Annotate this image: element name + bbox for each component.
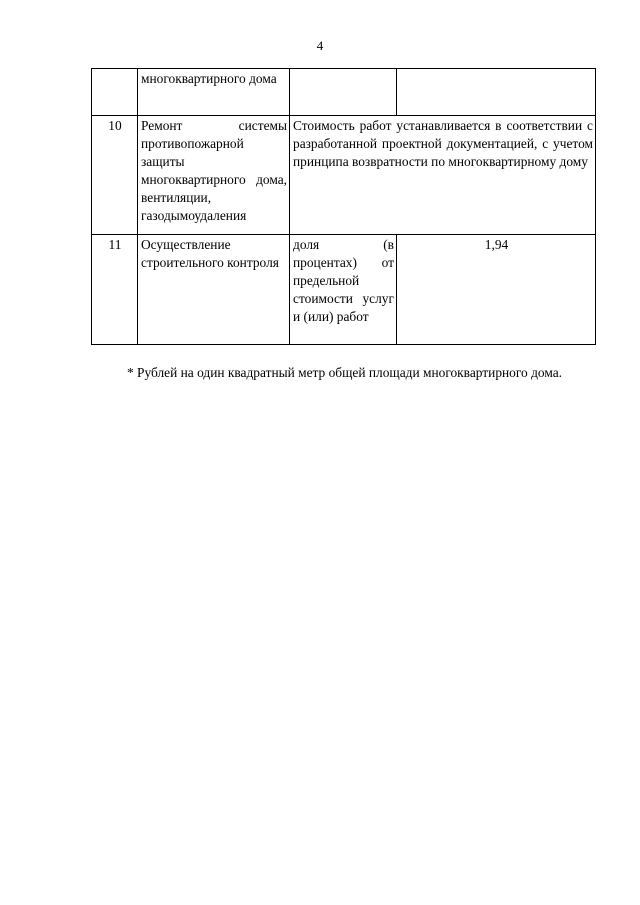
tariff-table xyxy=(91,68,596,345)
page-number: 4 xyxy=(316,38,324,53)
unit-cell: доля (в процентах) от предельной стоимости услуг и (или) работ xyxy=(290,235,397,345)
service-name-cell: Ремонт системы противопожарной защиты многоквартирного дома, вентиляции, газодымоудаления xyxy=(138,116,290,235)
row-number-cell: 10 xyxy=(92,116,138,235)
row-number-cell xyxy=(92,69,138,116)
footnote: * Рублей на один квадратный метр общей площади многоквартирного дома. xyxy=(127,365,562,380)
value-cell xyxy=(397,69,596,116)
unit-cell xyxy=(290,69,397,116)
table-row xyxy=(92,69,596,116)
value-cell: 1,94 xyxy=(397,235,596,345)
service-name-cell: Осуществление строительного контроля xyxy=(138,235,290,345)
service-name-cell: многоквартирного дома xyxy=(138,69,290,116)
cost-note-cell: Стоимость работ устанавливается в соответствии с разработанной проектной документацией, с учетом принципа возвратности по многоквартирному дому xyxy=(290,116,596,235)
table-row xyxy=(92,235,596,345)
row-number-cell: 11 xyxy=(92,235,138,345)
table-row xyxy=(92,116,596,235)
